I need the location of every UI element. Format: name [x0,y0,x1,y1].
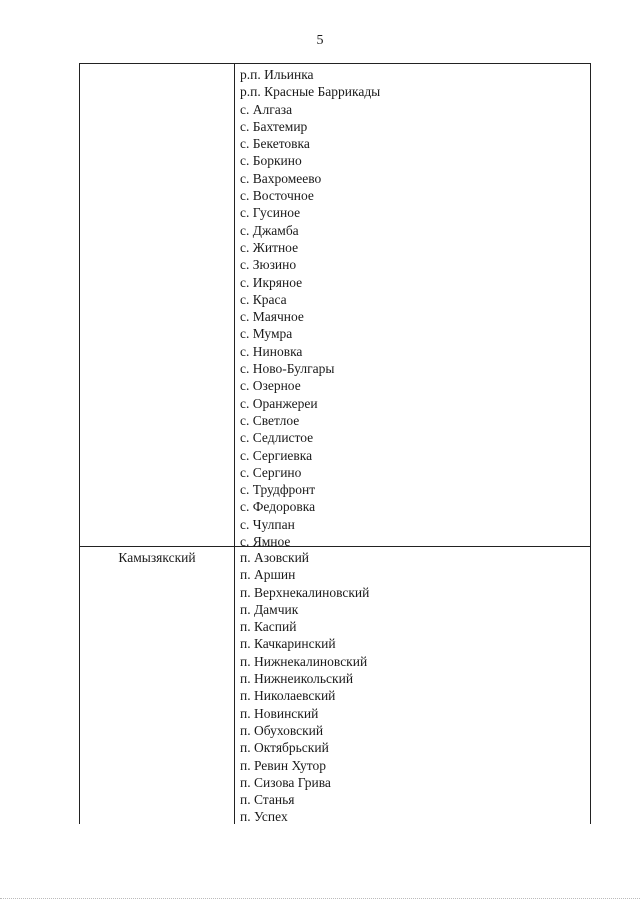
settlement-item: с. Краса [240,291,287,307]
settlement-item: п. Новинский [240,705,319,721]
settlement-item: с. Зюзино [240,257,297,273]
settlement-item: п. Каспий [240,619,297,635]
settlement-item: с. Сергино [240,464,302,480]
settlement-item: с. Ново-Булгары [240,361,335,377]
settlement-item: п. Успех [240,809,288,825]
settlement-item: п. Нижнекалиновский [240,653,368,669]
settlement-item: с. Боркино [240,153,302,169]
settlement-item: с. Вахромеево [240,170,322,186]
settlement-item: п. Нижнеикольский [240,671,354,687]
settlement-item: п. Качкаринский [240,636,336,652]
settlement-item: с. Озерное [240,378,301,394]
settlement-item: р.п. Ильинка [240,67,314,82]
column-divider [234,64,235,824]
settlement-item: с. Светлое [240,412,300,428]
settlement-item: с. Маячное [240,309,304,325]
settlement-item: п. Дамчик [240,601,299,617]
settlement-item: с. Бекетовка [240,136,310,152]
settlement-list [240,549,369,826]
settlement-item: п. Обуховский [240,722,324,738]
settlement-item: с. Ямное [240,534,291,550]
settlements-table [79,63,591,824]
settlement-item: п. Верхнекалиновский [240,584,370,600]
settlement-item: п. Октябрьский [240,740,329,756]
settlement-item: с. Трудфронт [240,482,316,498]
settlement-item: с. Восточное [240,188,314,204]
settlement-item: с. Федоровка [240,499,316,515]
settlement-item: с. Чулпан [240,516,295,532]
settlement-item: с. Икряное [240,274,303,290]
settlement-item: п. Азовский [240,550,310,565]
page-number: 5 [316,33,324,48]
settlement-item: р.п. Красные Баррикады [240,84,381,100]
settlement-item: с. Житное [240,239,299,255]
settlement-list [240,66,380,550]
settlement-item: п. Аршин [240,567,296,583]
settlement-item: с. Алгаза [240,101,293,117]
settlement-item: с. Сергиевка [240,447,313,463]
settlement-item: с. Мумра [240,326,293,342]
settlement-item: п. Сизова Грива [240,774,331,790]
district-name: Камызякский [118,550,196,565]
settlement-item: п. Станья [240,792,295,808]
settlement-item: п. Ревин Хутор [240,757,327,773]
scan-edge-divider [0,898,640,899]
settlement-item: п. Николаевский [240,688,336,704]
settlement-item: с. Седлистое [240,430,314,446]
settlement-item: с. Бахтемир [240,118,308,134]
settlement-item: с. Гусиное [240,205,301,221]
settlement-item: с. Джамба [240,222,299,238]
settlement-item: с. Оранжереи [240,395,318,411]
settlement-item: с. Ниновка [240,343,303,359]
